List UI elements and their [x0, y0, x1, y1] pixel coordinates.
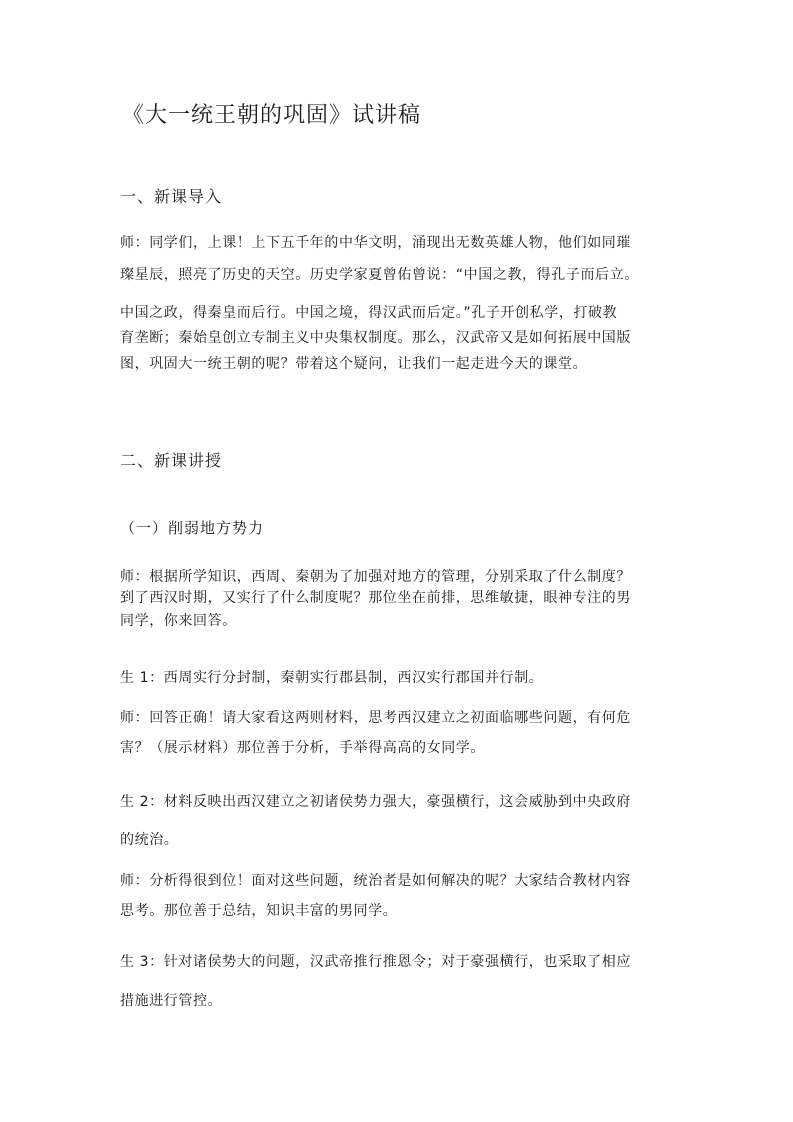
- student-answer-2: [120, 791, 680, 811]
- document-title: 《大一统王朝的巩固》试讲稿: [122, 103, 422, 128]
- teacher-question-2: [120, 707, 680, 760]
- paragraph-line: 措施进行管控。: [120, 993, 223, 1009]
- paragraph-line: 思考。那位善于总结，知识丰富的男同学。: [120, 903, 398, 919]
- paragraph-line: 害？（展示材料）那位善于分析，手举得高高的女同学。: [120, 740, 485, 756]
- student-answer-2-continued: [120, 829, 680, 849]
- paragraph-line: 生 2：材料反映出西汉建立之初诸侯势力强大，豪强横行，这会威胁到中央政府: [120, 794, 631, 810]
- paragraph-line: 图，巩固大一统王朝的呢？带着这个疑问，让我们一起走进今天的课堂。: [120, 356, 588, 372]
- paragraph-line: 到了西汉时期，又实行了什么制度呢？那位坐在前排，思维敏捷，眼神专注的男: [120, 590, 631, 606]
- paragraph-line: 师：分析得很到位！面对这些问题，统治者是如何解决的呢？大家结合教材内容: [120, 873, 631, 889]
- paragraph-line: 同学，你来回答。: [120, 613, 237, 629]
- intro-paragraph: [120, 232, 680, 379]
- paragraph-line: 育垄断；秦始皇创立专制主义中央集权制度。那么，汉武帝又是如何拓展中国版: [120, 330, 631, 346]
- paragraph-line: 中国之政，得秦皇而后行。中国之境，得汉武而后定。”孔子开创私学，打破教: [120, 305, 618, 321]
- teacher-question-1: [120, 566, 680, 633]
- paragraph-line: 生 1：西周实行分封制，秦朝实行郡县制，西汉实行郡国并行制。: [120, 670, 544, 686]
- student-answer-3-continued: [120, 990, 680, 1010]
- section-heading-intro: 一、新课导入: [120, 187, 223, 206]
- section-heading-teaching: 二、新课讲授: [120, 451, 223, 470]
- student-answer-3: [120, 951, 680, 971]
- paragraph-line: 师：同学们，上课！上下五千年的中华文明，涌现出无数英雄人物，他们如同璀: [120, 235, 631, 251]
- student-answer-1: [120, 667, 680, 687]
- paragraph-line: 师：回答正确！请大家看这两则材料，思考西汉建立之初面临哪些问题，有何危: [120, 710, 631, 726]
- subsection-heading: （一）削弱地方势力: [120, 519, 265, 537]
- paragraph-line: 生 3：针对诸侯势大的问题，汉武帝推行推恩令；对于豪强横行，也采取了相应: [120, 954, 631, 970]
- paragraph-line: 的统治。: [120, 832, 179, 848]
- teacher-question-3: [120, 870, 680, 923]
- paragraph-line: 璨星辰，照亮了历史的天空。历史学家夏曾佑曾说：“中国之教，得孔子而后立。: [120, 267, 639, 283]
- paragraph-line: 师：根据所学知识，西周、秦朝为了加强对地方的管理，分别采取了什么制度？: [120, 569, 631, 585]
